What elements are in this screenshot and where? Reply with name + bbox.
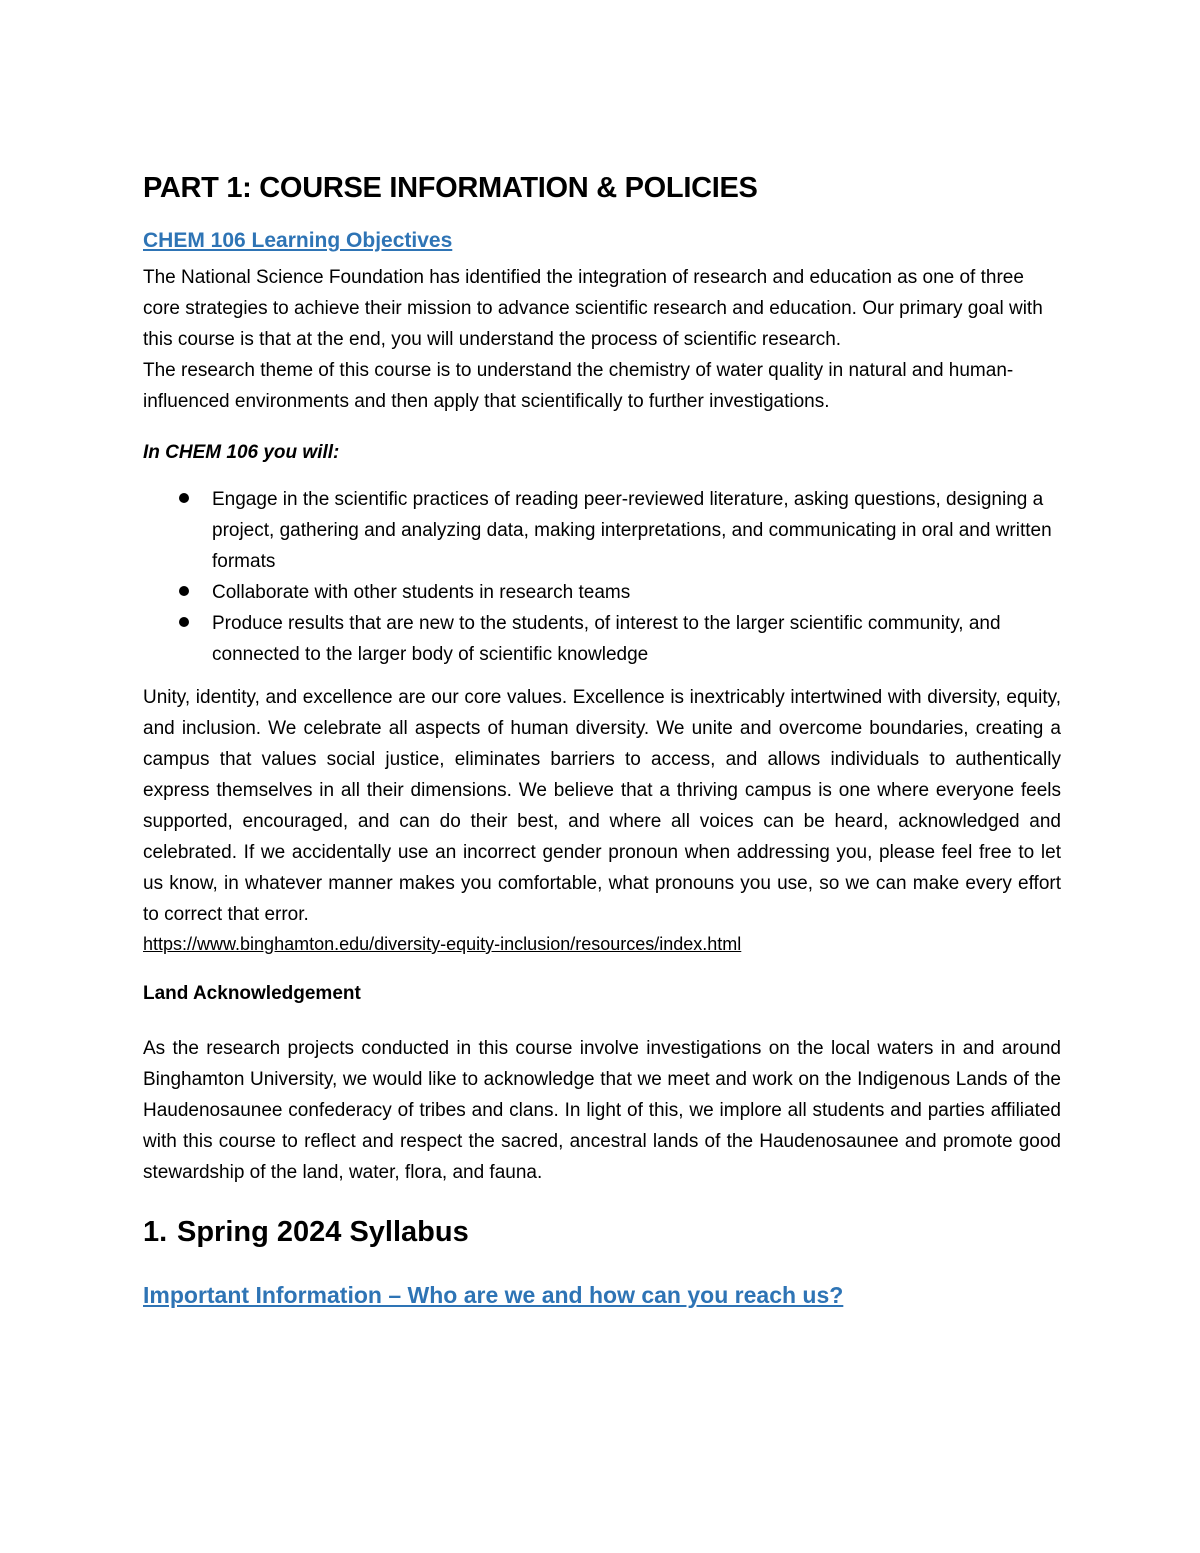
diversity-resources-link[interactable]: https://www.binghamton.edu/diversity-equity-inclusion/resources/index.html — [143, 934, 742, 954]
list-item — [143, 577, 1061, 608]
list-item-text: Engage in the scientific practices of reading peer-reviewed literature, asking questions, designing a project, gathering and analyzing data, making interpretations, and communicating in oral and written formats — [212, 489, 1052, 572]
part-title: PART 1: COURSE INFORMATION & POLICIES — [143, 172, 758, 204]
syllabus-heading-text: Spring 2024 Syllabus — [177, 1216, 469, 1248]
syllabus-heading — [143, 1212, 1061, 1252]
bullet-icon — [179, 617, 189, 627]
bullet-icon — [179, 586, 189, 596]
land-acknowledgement-heading: Land Acknowledgement — [143, 983, 361, 1004]
objectives-intro-label: In CHEM 106 you will: — [143, 442, 340, 463]
important-information-link[interactable]: Important Information – Who are we and how can you reach us? — [143, 1282, 844, 1308]
diversity-paragraph: Unity, identity, and excellence are our core values. Excellence is inextricably intertwined with diversity, equity, and inclusion. We celebrate all aspects of human diversity. We unite and overcome boundaries, creating a campus that values social justice, eliminates barriers to access, and allows individuals to authentically express themselves in all their dimensions. We believe that a thriving campus is one where everyone feels supported, encouraged, and can do their best, and where all voices can be heard, acknowledged and celebrated. If we accidentally use an incorrect gender pronoun when addressing you, please feel free to let us know, in whatever manner makes you comfortable, what pronouns you use, so we can make every effort to correct that error. — [143, 687, 1061, 925]
list-item — [143, 484, 1061, 577]
objectives-bullet-list — [143, 484, 1061, 670]
document-page — [143, 168, 1061, 1312]
list-item-text: Produce results that are new to the students, of interest to the larger scientific community, and connected to the larger body of scientific knowledge — [212, 613, 1001, 665]
list-item-text: Collaborate with other students in research teams — [212, 582, 631, 603]
list-item — [143, 608, 1061, 670]
land-acknowledgement-paragraph: As the research projects conducted in this course involve investigations on the local waters in and around Binghamton University, we would like to acknowledge that we meet and work on the Indigenous Lands of the Haudenosaunee confederacy of tribes and clans. In light of this, we implore all students and parties affiliated with this course to reflect and respect the sacred, ancestral lands of the Haudenosaunee and promote good stewardship of the land, water, flora, and fauna. — [143, 1038, 1061, 1183]
learning-objectives-link[interactable]: CHEM 106 Learning Objectives — [143, 229, 453, 252]
syllabus-heading-number: 1. — [143, 1216, 168, 1248]
objectives-paragraph-2: The research theme of this course is to understand the chemistry of water quality in natural and human-influenced environments and then apply that scientifically to further investigations. — [143, 360, 1014, 412]
objectives-paragraph-1: The National Science Foundation has identified the integration of research and education as one of three core strategies to achieve their mission to advance scientific research and education. Our primary goal with this course is that at the end, you will understand the process of scientific research. — [143, 267, 1043, 350]
bullet-icon — [179, 493, 189, 503]
